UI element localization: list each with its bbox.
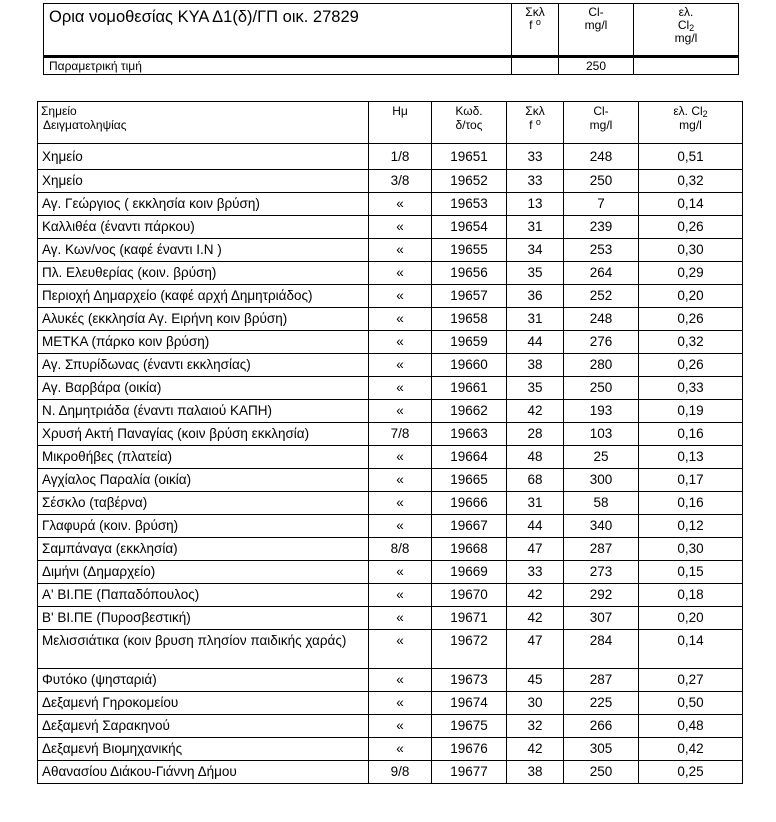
header-cl-line2: mg/l [589, 118, 613, 132]
cell-free-cl2: 0,51 [639, 144, 743, 170]
cell-skl: 68 [507, 469, 564, 492]
cell-code: 19654 [432, 216, 507, 239]
samples-header-row [38, 102, 743, 144]
cell-date: 8/8 [369, 538, 432, 561]
cell-free-cl2: 0,32 [639, 170, 743, 193]
cell-date: 1/8 [369, 144, 432, 170]
cell-date: « [369, 193, 432, 216]
limits-col-skl-line2: f [529, 18, 533, 32]
cell-site: Γλαφυρά (κοιν. βρύση) [38, 515, 369, 538]
cell-date: « [369, 354, 432, 377]
cell-code: 19677 [432, 761, 507, 784]
parametric-cl: 250 [559, 57, 634, 75]
limits-header-row [44, 4, 739, 57]
cell-free-cl2: 0,19 [639, 400, 743, 423]
cell-cl: 253 [564, 239, 639, 262]
cell-code: 19661 [432, 377, 507, 400]
cell-free-cl2: 0,14 [639, 193, 743, 216]
cell-cl: 300 [564, 469, 639, 492]
cell-cl: 250 [564, 170, 639, 193]
cell-code: 19670 [432, 584, 507, 607]
cell-site: Δεξαμενή Σαρακηνού [38, 715, 369, 738]
cell-cl: 307 [564, 607, 639, 630]
table-row [38, 170, 743, 193]
legislation-limits-table [43, 3, 739, 75]
cell-site: Χημείο [38, 170, 369, 193]
table-row [38, 144, 743, 170]
cell-site: Αγ. Βαρβάρα (οικία) [38, 377, 369, 400]
cell-cl: 305 [564, 738, 639, 761]
cell-site: Χημείο [38, 144, 369, 170]
cell-free-cl2: 0,15 [639, 561, 743, 584]
cell-free-cl2: 0,26 [639, 216, 743, 239]
cell-date: 9/8 [369, 761, 432, 784]
cell-site: Αλυκές (εκκλησία Αγ. Ειρήνη κοιν βρύση) [38, 308, 369, 331]
cell-code: 19657 [432, 285, 507, 308]
subscript-2: 2 [689, 23, 695, 33]
cell-date: « [369, 446, 432, 469]
cell-free-cl2: 0,29 [639, 262, 743, 285]
table-row [38, 308, 743, 331]
cell-skl: 32 [507, 715, 564, 738]
cell-skl: 35 [507, 377, 564, 400]
cell-skl: 34 [507, 239, 564, 262]
table-row [38, 193, 743, 216]
header-site-line2: Δειγματοληψίας [43, 118, 127, 132]
header-free-line1: ελ. Cl [673, 104, 703, 118]
limits-col-cl-line1: Cl- [588, 5, 604, 19]
cell-free-cl2: 0,14 [639, 630, 743, 669]
cell-code: 19656 [432, 262, 507, 285]
cell-site: Δεξαμενή Γηροκομείου [38, 692, 369, 715]
cell-code: 19666 [432, 492, 507, 515]
table-row [38, 492, 743, 515]
table-row [38, 584, 743, 607]
limits-col-free-line2: Cl [677, 18, 690, 32]
cell-cl: 273 [564, 561, 639, 584]
header-cl-line1: Cl- [593, 104, 609, 118]
limits-col-free-line1: ελ. [678, 5, 694, 19]
parametric-skl [512, 57, 559, 75]
cell-code: 19667 [432, 515, 507, 538]
cell-date: 7/8 [369, 423, 432, 446]
cell-code: 19660 [432, 354, 507, 377]
cell-site: Αγχίαλος Παραλία (οικία) [38, 469, 369, 492]
header-code-line2: δ/τος [455, 118, 483, 132]
header-code-line1: Κωδ. [455, 104, 483, 118]
table-row [38, 761, 743, 784]
cell-cl: 340 [564, 515, 639, 538]
cell-date: « [369, 630, 432, 669]
cell-skl: 44 [507, 331, 564, 354]
cell-cl: 103 [564, 423, 639, 446]
cell-date: « [369, 400, 432, 423]
cell-skl: 45 [507, 669, 564, 692]
cell-free-cl2: 0,25 [639, 761, 743, 784]
cell-site: Φυτόκο (ψησταριά) [38, 669, 369, 692]
cell-free-cl2: 0,50 [639, 692, 743, 715]
cell-cl: 250 [564, 761, 639, 784]
header-skl-line2: f [529, 118, 533, 132]
cell-date: « [369, 216, 432, 239]
cell-code: 19652 [432, 170, 507, 193]
cell-skl: 38 [507, 761, 564, 784]
parametric-label: Παραμετρική τιμή [44, 57, 512, 75]
cell-cl: 287 [564, 538, 639, 561]
cell-date: « [369, 469, 432, 492]
cell-free-cl2: 0,26 [639, 308, 743, 331]
cell-skl: 44 [507, 515, 564, 538]
cell-skl: 31 [507, 308, 564, 331]
cell-code: 19668 [432, 538, 507, 561]
header-site-line1: Σημείο [41, 104, 77, 118]
table-row [38, 331, 743, 354]
header-free-line2: mg/l [679, 118, 702, 132]
cell-date: « [369, 331, 432, 354]
cell-site: Ν. Δημητριάδα (έναντι παλαιού ΚΑΠΗ) [38, 400, 369, 423]
table-row [38, 285, 743, 308]
cell-date: « [369, 607, 432, 630]
header-free-cl2 [639, 102, 743, 144]
cell-skl: 33 [507, 144, 564, 170]
cell-cl: 292 [564, 584, 639, 607]
cell-cl: 266 [564, 715, 639, 738]
cell-free-cl2: 0,20 [639, 285, 743, 308]
cell-free-cl2: 0,32 [639, 331, 743, 354]
cell-skl: 47 [507, 538, 564, 561]
cell-date: « [369, 738, 432, 761]
cell-site: Αγ. Κων/νος (καφέ έναντι Ι.Ν ) [38, 239, 369, 262]
cell-free-cl2: 0,17 [639, 469, 743, 492]
cell-site: Αγ. Γεώργιος ( εκκλησία κοιν βρύση) [38, 193, 369, 216]
table-row [38, 669, 743, 692]
cell-cl: 252 [564, 285, 639, 308]
cell-free-cl2: 0,13 [639, 446, 743, 469]
table-row [38, 561, 743, 584]
cell-skl: 36 [507, 285, 564, 308]
cell-skl: 42 [507, 738, 564, 761]
cell-free-cl2: 0,33 [639, 377, 743, 400]
table-row [38, 515, 743, 538]
cell-free-cl2: 0,27 [639, 669, 743, 692]
limits-col-skl-line1: Σκλ [525, 5, 545, 19]
cell-site: Μικροθήβες (πλατεία) [38, 446, 369, 469]
parametric-value-row [44, 57, 739, 75]
cell-cl: 225 [564, 692, 639, 715]
parametric-free-cl2 [634, 57, 739, 75]
table-row [38, 216, 743, 239]
cell-cl: 248 [564, 308, 639, 331]
cell-date: « [369, 492, 432, 515]
cell-code: 19662 [432, 400, 507, 423]
samples-table [37, 101, 743, 784]
cell-skl: 33 [507, 170, 564, 193]
cell-code: 19671 [432, 607, 507, 630]
cell-site: Διμήνι (Δημαρχείο) [38, 561, 369, 584]
cell-site: Α' ΒΙ.ΠΕ (Παπαδόπουλος) [38, 584, 369, 607]
cell-code: 19676 [432, 738, 507, 761]
cell-skl: 28 [507, 423, 564, 446]
table-row [38, 715, 743, 738]
cell-free-cl2: 0,18 [639, 584, 743, 607]
degree-symbol: o [535, 117, 541, 127]
cell-free-cl2: 0,12 [639, 515, 743, 538]
cell-free-cl2: 0,20 [639, 607, 743, 630]
cell-site: Σαμπάναγα (εκκλησία) [38, 538, 369, 561]
cell-cl: 284 [564, 630, 639, 669]
table-row [38, 469, 743, 492]
cell-date: « [369, 669, 432, 692]
table-row [38, 607, 743, 630]
cell-skl: 42 [507, 400, 564, 423]
cell-cl: 280 [564, 354, 639, 377]
table-row [38, 538, 743, 561]
cell-skl: 42 [507, 584, 564, 607]
header-date-label: Ημ [392, 104, 408, 118]
cell-site: Σέσκλο (ταβέρνα) [38, 492, 369, 515]
cell-code: 19658 [432, 308, 507, 331]
cell-code: 19669 [432, 561, 507, 584]
cell-site: Αθανασίου Διάκου-Γιάννη Δήμου [38, 761, 369, 784]
limits-col-skl [512, 4, 559, 57]
cell-date: « [369, 561, 432, 584]
cell-date: « [369, 285, 432, 308]
cell-date: « [369, 262, 432, 285]
table-row [38, 738, 743, 761]
cell-cl: 264 [564, 262, 639, 285]
cell-free-cl2: 0,16 [639, 492, 743, 515]
cell-date: « [369, 515, 432, 538]
cell-date: « [369, 692, 432, 715]
cell-code: 19659 [432, 331, 507, 354]
cell-free-cl2: 0,26 [639, 354, 743, 377]
cell-code: 19663 [432, 423, 507, 446]
cell-skl: 35 [507, 262, 564, 285]
cell-code: 19655 [432, 239, 507, 262]
limits-col-cl [559, 4, 634, 57]
cell-skl: 42 [507, 607, 564, 630]
subscript-2: 2 [702, 109, 708, 119]
cell-skl: 38 [507, 354, 564, 377]
table-row [38, 692, 743, 715]
cell-skl: 31 [507, 492, 564, 515]
cell-site: ΜΕΤΚΑ (πάρκο κοιν βρύση) [38, 331, 369, 354]
header-date [369, 102, 432, 144]
cell-site: Χρυσή Ακτή Παναγίας (κοιν βρύση εκκλησία) [38, 423, 369, 446]
cell-site: Δεξαμενή Βιομηχανικής [38, 738, 369, 761]
cell-cl: 7 [564, 193, 639, 216]
table-row [38, 400, 743, 423]
table-row [38, 239, 743, 262]
cell-code: 19651 [432, 144, 507, 170]
cell-cl: 287 [564, 669, 639, 692]
table-row [38, 446, 743, 469]
cell-free-cl2: 0,16 [639, 423, 743, 446]
limits-col-free-line3: mg/l [674, 31, 698, 45]
cell-cl: 239 [564, 216, 639, 239]
header-code [432, 102, 507, 144]
cell-site: Β' ΒΙ.ΠΕ (Πυροσβεστική) [38, 607, 369, 630]
cell-code: 19664 [432, 446, 507, 469]
table-row [38, 630, 743, 669]
cell-skl: 31 [507, 216, 564, 239]
cell-skl: 48 [507, 446, 564, 469]
table-row [38, 262, 743, 285]
cell-code: 19653 [432, 193, 507, 216]
cell-cl: 248 [564, 144, 639, 170]
header-skl-line1: Σκλ [525, 104, 545, 118]
degree-symbol: o [535, 17, 541, 27]
cell-date: « [369, 715, 432, 738]
cell-code: 19673 [432, 669, 507, 692]
cell-site: Περιοχή Δημαρχείο (καφέ αρχή Δημητριάδος) [38, 285, 369, 308]
cell-code: 19665 [432, 469, 507, 492]
cell-date: 3/8 [369, 170, 432, 193]
cell-free-cl2: 0,48 [639, 715, 743, 738]
cell-cl: 276 [564, 331, 639, 354]
cell-site: Αγ. Σπυρίδωνας (έναντι εκκλησίας) [38, 354, 369, 377]
cell-code: 19672 [432, 630, 507, 669]
header-skl [507, 102, 564, 144]
limits-col-free-cl2 [634, 4, 739, 57]
cell-skl: 47 [507, 630, 564, 669]
cell-site: Πλ. Ελευθερίας (κοιν. βρύση) [38, 262, 369, 285]
cell-skl: 13 [507, 193, 564, 216]
cell-cl: 250 [564, 377, 639, 400]
cell-cl: 58 [564, 492, 639, 515]
table-row [38, 377, 743, 400]
header-site [38, 102, 369, 144]
cell-date: « [369, 308, 432, 331]
cell-date: « [369, 239, 432, 262]
cell-site: Μελισσιάτικα (κοιν βρυση πλησίον παιδικής χαράς) [38, 630, 369, 669]
cell-free-cl2: 0,30 [639, 538, 743, 561]
header-cl [564, 102, 639, 144]
table-row [38, 423, 743, 446]
cell-skl: 33 [507, 561, 564, 584]
limits-col-cl-line2: mg/l [584, 18, 608, 32]
table-row [38, 354, 743, 377]
limits-title: Ορια νομοθεσίας ΚΥΑ Δ1(δ)/ΓΠ οικ. 27829 [44, 4, 512, 57]
cell-date: « [369, 377, 432, 400]
cell-free-cl2: 0,30 [639, 239, 743, 262]
cell-cl: 193 [564, 400, 639, 423]
cell-free-cl2: 0,42 [639, 738, 743, 761]
cell-code: 19675 [432, 715, 507, 738]
samples-body [38, 144, 743, 784]
cell-code: 19674 [432, 692, 507, 715]
cell-date: « [369, 584, 432, 607]
cell-site: Καλλιθέα (έναντι πάρκου) [38, 216, 369, 239]
cell-skl: 30 [507, 692, 564, 715]
cell-cl: 25 [564, 446, 639, 469]
